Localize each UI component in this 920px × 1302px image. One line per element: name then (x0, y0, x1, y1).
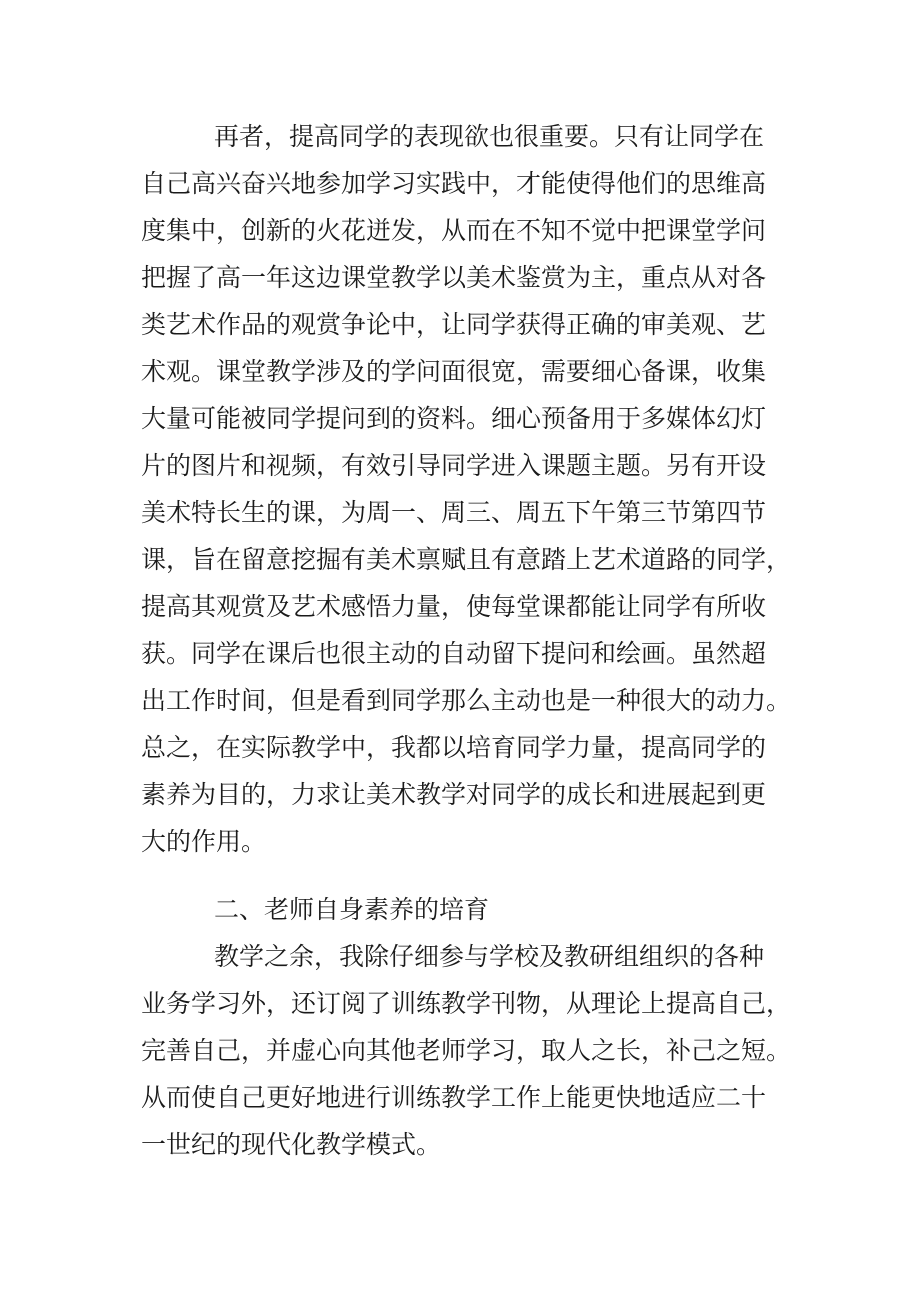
paragraph-2-line-3: 完善自己，并虚心向其他老师学习，取人之长，补己之短。 (141, 1036, 792, 1065)
paragraph-1-line-9: 美术特长生的课，为周一、周三、周五下午第三节第四节 (141, 498, 767, 527)
paragraph-1-line-3: 度集中，创新的火花迸发，从而在不知不觉中把课堂学问 (141, 216, 767, 245)
paragraph-1-line-6: 术观。课堂教学涉及的学问面很宽，需要细心备课，收集 (141, 357, 767, 386)
paragraph-1-line-10: 课，旨在留意挖掘有美术禀赋且有意踏上艺术道路的同学， (141, 545, 792, 574)
paragraph-1-line-1: 再者，提高同学的表现欲也很重要。只有让同学在 (214, 122, 765, 151)
paragraph-2-line-5: 一世纪的现代化教学模式。 (141, 1130, 442, 1159)
paragraph-1-line-7: 大量可能被同学提问到的资料。细心预备用于多媒体幻灯 (141, 404, 767, 433)
paragraph-2-line-4: 从而使自己更好地进行训练教学工作上能更快地适应二十 (141, 1083, 767, 1112)
paragraph-1-line-12: 获。同学在课后也很主动的自动留下提问和绘画。虽然超 (141, 639, 767, 668)
section-heading: 二、老师自身素养的培育 (214, 895, 490, 924)
paragraph-1-line-5: 类艺术作品的观赏争论中，让同学获得正确的审美观、艺 (141, 310, 767, 339)
paragraph-2-line-2: 业务学习外，还订阅了训练教学刊物，从理论上提高自己， (141, 989, 792, 1018)
paragraph-1-line-14: 总之，在实际教学中，我都以培育同学力量，提高同学的 (141, 733, 767, 762)
paragraph-1-line-15: 素养为目的，力求让美术教学对同学的成长和进展起到更 (141, 780, 767, 809)
paragraph-1-line-2: 自己高兴奋兴地参加学习实践中，才能使得他们的思维高 (141, 169, 767, 198)
paragraph-1-line-11: 提高其观赏及艺术感悟力量，使每堂课都能让同学有所收 (141, 592, 767, 621)
paragraph-1-line-13: 出工作时间，但是看到同学那么主动也是一种很大的动力。 (141, 686, 792, 715)
paragraph-2-line-1: 教学之余，我除仔细参与学校及教研组组织的各种 (214, 942, 765, 971)
paragraph-1-line-8: 片的图片和视频，有效引导同学进入课题主题。另有开设 (141, 451, 767, 480)
paragraph-1-line-4: 把握了高一年这边课堂教学以美术鉴赏为主，重点从对各 (141, 263, 767, 292)
paragraph-1-line-16: 大的作用。 (141, 827, 267, 856)
